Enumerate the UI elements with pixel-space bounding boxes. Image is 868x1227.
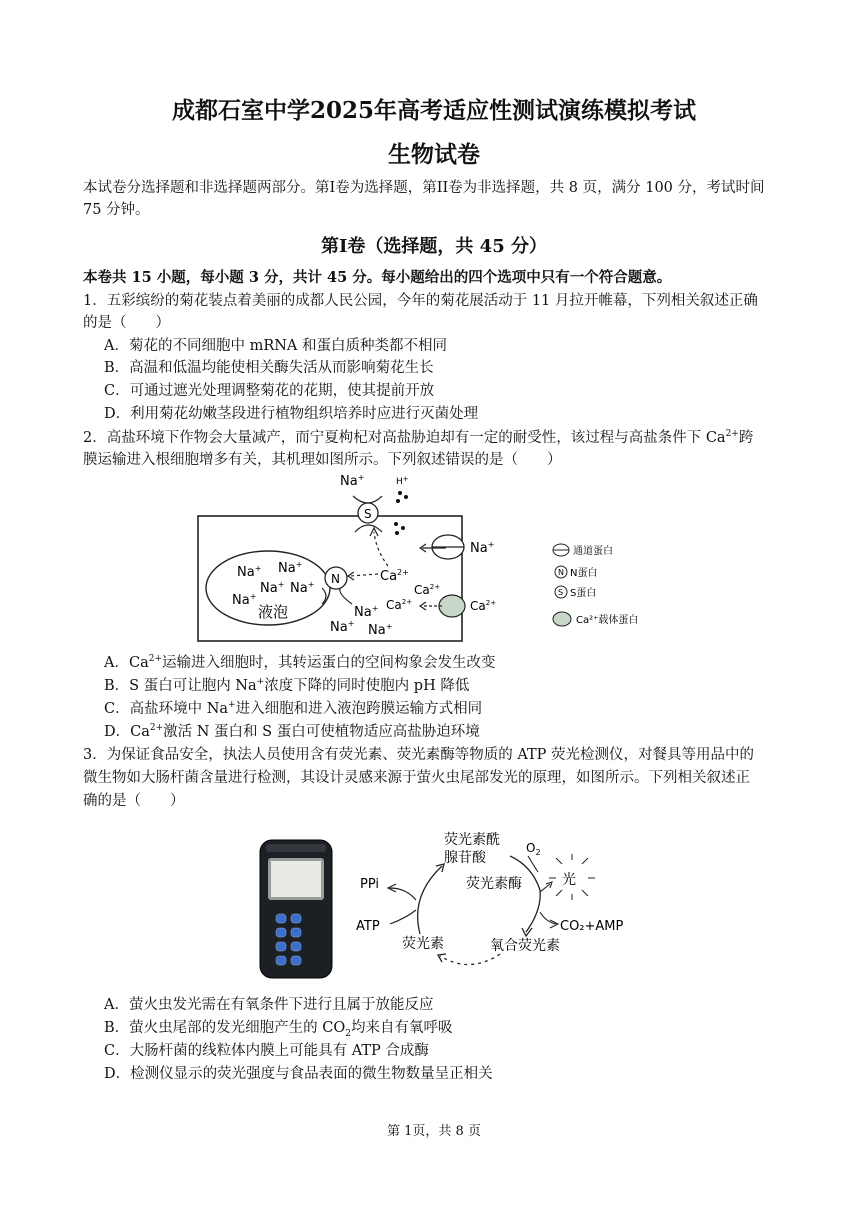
svg-text:Na+: Na+ [260,580,285,596]
arrow-atp-in [390,910,416,924]
luciferase-label: 荧光素酶 [466,876,522,892]
q3-option-d: D．检测仪显示的荧光强度与食品表面的微生物数量呈正相关 [104,1066,493,1082]
arrow-luciferin-to-amp [418,866,442,934]
q2-figure [190,470,670,645]
arrow-o2-in [528,856,538,872]
arrow-amp-to-oxy [510,856,540,932]
q2-stem-1: 2．高盐环境下作物会大量减产，而宁夏枸杞对高盐胁迫却有一定的耐受性，该过程与高盐条件下 $Ca^{2+}$跨 [83,429,754,446]
co2-amp-label: CO₂+AMP [560,919,624,934]
lucifer-amp-2: 腺苷酸 [444,850,486,866]
ca-outside: $Ca^{2+}$ [470,599,497,613]
vacuole-label: 液泡 [258,603,289,621]
svg-text:N蛋白: N蛋白 [570,568,598,579]
luciferin-label: 荧光素 [402,936,444,952]
q1-option-c: C．可通过遮光处理调整菊花的花期，使其提前开放 [104,383,435,399]
lucifer-amp-1: 荧光素酰 [444,832,500,848]
q1-option-b: B．高温和低温均能使相关酶失活从而影响菊花生长 [104,360,434,376]
s-protein-label: S [364,507,372,521]
arrow-oxy-to-luciferin [440,954,500,965]
q2-option-a: A．$Ca^{2+}$运输进入细胞时，其转运蛋白的空间构象会发生改变 [104,654,496,671]
svg-text:Ca²⁺载体蛋白: Ca²⁺载体蛋白 [576,615,639,626]
na-inside-2: Na+ [330,619,355,635]
exam-title: 成都石室中学2025年高考适应性测试演练模拟考试 [171,97,696,124]
ppi-label: PPi [360,877,380,892]
svg-text:Na+: Na+ [290,580,315,596]
q1-stem-2: 的是（ ） [83,315,170,331]
svg-text:S: S [558,588,564,597]
q3-stem-1: 3．为保证食品安全，执法人员使用含有荧光素、荧光素酶等物质的 ATP 荧光检测仪，对餐具等用品中的 [83,747,755,763]
arrow-ppi-out [390,888,416,900]
intro-line-2: 75 分钟。 [83,202,150,218]
intro-line-1: 本试卷分选择题和非选择题两部分。第I卷为选择题，第II卷为非选择题，共 8 页，满分 100 分，考试时间 [83,180,765,196]
figure-legend [553,544,638,626]
ca-carrier-protein [439,595,465,617]
q3-option-c: C．大肠杆菌的线粒体内膜上可能具有 ATP 合成酶 [104,1043,429,1059]
na-inside-1: Na+ [354,604,379,620]
q1-option-a: A．菊花的不同细胞中 mRNA 和蛋白质种类都不相同 [104,338,448,354]
q3-stem-2: 微生物如大肠杆菌含量进行检测，其设计灵感来源于萤火虫尾部发光的原理，如图所示。下列相关叙述正 [83,770,750,786]
vacuole-na-ions [232,560,314,608]
na-inside-3: Na+ [368,622,393,638]
na-outside-top: Na+ [340,473,365,489]
svg-text:S蛋白: S蛋白 [570,588,597,599]
section-instruction: 本卷共 15 小题，每小题 3 分，共计 45 分。每小题给出的四个选项中只有一个符合题意。 [83,269,672,286]
q3-stem-3: 确的是（ ） [83,793,185,809]
device-screen [271,861,321,897]
oxyluciferin-label: 氧合荧光素 [490,938,560,954]
svg-text:N: N [558,568,564,577]
svg-text:Na+: Na+ [278,560,303,576]
q3-option-a: A．萤火虫发光需在有氧条件下进行且属于放能反应 [104,997,434,1013]
o2-label: $O_2$ [526,841,541,857]
exam-subtitle: 生物试卷 [388,141,480,168]
atp-label: ATP [356,919,380,934]
q2-option-b: B．S 蛋白可让胞内 Na+浓度下降的同时使胞内 pH 降低 [104,677,470,694]
ca-inside-lower: $Ca^{2+}$ [386,598,413,612]
q2-option-c: C．高盐环境中 Na+进入细胞和进入液泡跨膜运输方式相同 [104,700,483,717]
ca-ion-center: $Ca^{2+}$ [380,568,409,584]
q2-stem-2: 膜运输进入根细胞增多有关，其机理如图所示。下列叙述错误的是（ ） [83,452,562,468]
q1-stem-1: 1．五彩缤纷的菊花装点着美丽的成都人民公园，今年的菊花展活动于 11 月拉开帷幕，下列相关叙述正确 [83,293,758,309]
light-label: 光 [562,872,576,888]
n-protein-label: N [331,572,340,586]
ca-inside-upper: $Ca^{2+}$ [414,583,441,597]
q2-option-d: D．$Ca^{2+}$激活 N 蛋白和 S 蛋白可使植物适应高盐胁迫环境 [104,723,480,740]
h-ion-label: H+ [396,475,409,487]
q1-option-d: D．利用菊花幼嫩茎段进行植物组织培养时应进行灭菌处理 [104,406,479,422]
q3-cycle-figure [350,826,650,976]
na-outside-right: Na+ [470,540,495,556]
svg-text:通道蛋白: 通道蛋白 [573,546,613,557]
svg-text:Na+: Na+ [232,592,257,608]
svg-text:Na+: Na+ [237,564,262,580]
q3-option-b: B．萤火虫尾部的发光细胞产生的 $CO_2$均来自有氧呼吸 [104,1020,453,1039]
section-title: 第I卷（选择题，共 45 分） [320,236,547,257]
atp-detector-device [258,838,334,980]
arrow-light-out [540,884,550,892]
page-footer: 第 1页，共 8 页 [387,1124,481,1139]
